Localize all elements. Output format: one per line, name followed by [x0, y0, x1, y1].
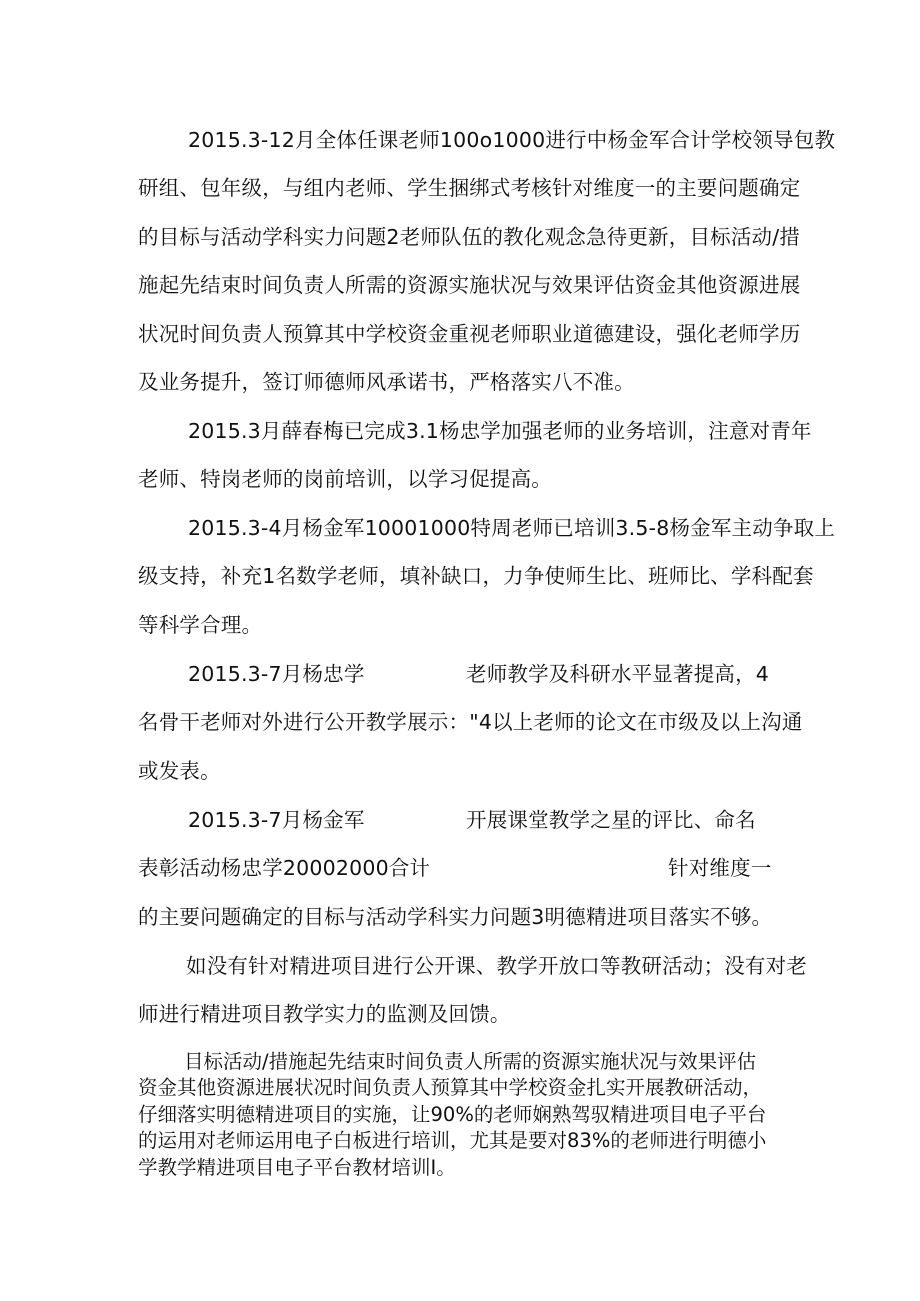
p1-line-1: 2015.3-12月全体任课老师100o1000进行中杨金军合计学校领导包教: [188, 128, 836, 152]
p7-line-4: 的运用对老师运用电子白板进行培训，尤其是要对83%的老师进行明德小: [138, 1129, 767, 1152]
p5-line-1-right: 开展课堂教学之星的评比、命名: [466, 808, 756, 832]
p1-line-3: 的目标与活动学科实力问题2老师队伍的教化观念急待更新，目标活动/措: [138, 225, 801, 249]
p1-line-6: 及业务提升，签订师德师风承诺书，严格落实八不准。: [138, 370, 635, 394]
p4-line-1-right: 老师教学及科研水平显著提高，4: [466, 662, 770, 686]
p1-line-2: 研组、包年级，与组内老师、学生捆绑式考核针对维度一的主要问题确定: [138, 176, 801, 200]
p7-line-5: 学教学精进项目电子平台教材培训I。: [138, 1156, 456, 1179]
p5-line-3: 的主要问题确定的目标与活动学科实力问题3明德精进项目落实不够。: [138, 905, 773, 929]
p7-line-2: 资金其他资源进展状况时间负责人预算其中学校资金扎实开展教研活动，: [138, 1076, 763, 1099]
p3-line-2: 级支持，补充1名数学老师，填补缺口，力争使师生比、班师比、学科配套: [138, 564, 814, 588]
p2-line-1: 2015.3月薛春梅已完成3.1杨忠学加强老师的业务培训，注意对青年: [188, 419, 812, 443]
p6-line-2: 师进行精进项目教学实力的监测及回馈。: [138, 1002, 511, 1026]
p2-line-2: 老师、特岗老师的岗前培训，以学习促提高。: [138, 467, 552, 491]
p4-line-2: 名骨干老师对外进行公开教学展示："4以上老师的论文在市级及以上沟通: [138, 710, 803, 734]
p5-line-1-left: 2015.3-7月杨金军: [188, 808, 365, 832]
p7-line-1: 目标活动/措施起先结束时间负责人所需的资源实施状况与效果评估: [184, 1050, 757, 1073]
p3-line-3: 等科学合理。: [138, 613, 263, 637]
p4-line-1-left: 2015.3-7月杨忠学: [188, 662, 365, 686]
p6-line-1: 如没有针对精进项目进行公开课、教学开放口等教研活动；没有对老: [186, 954, 807, 978]
p7-line-3: 仔细落实明德精进项目的实施，让90%的老师娴熟驾驭精进项目电子平台: [138, 1103, 767, 1126]
p4-line-3: 或发表。: [138, 759, 221, 783]
p1-line-5: 状况时间负责人预算其中学校资金重视老师职业道德建设，强化老师学历: [138, 322, 801, 346]
p3-line-1: 2015.3-4月杨金军10001000特周老师已培训3.5-8杨金军主动争取上: [188, 516, 836, 540]
p5-line-2-right: 针对维度一: [668, 856, 772, 880]
p1-line-4: 施起先结束时间负责人所需的资源实施状况与效果评估资金其他资源进展: [138, 273, 801, 297]
p5-line-2-left: 表彰活动杨忠学20002000合计: [138, 856, 431, 880]
